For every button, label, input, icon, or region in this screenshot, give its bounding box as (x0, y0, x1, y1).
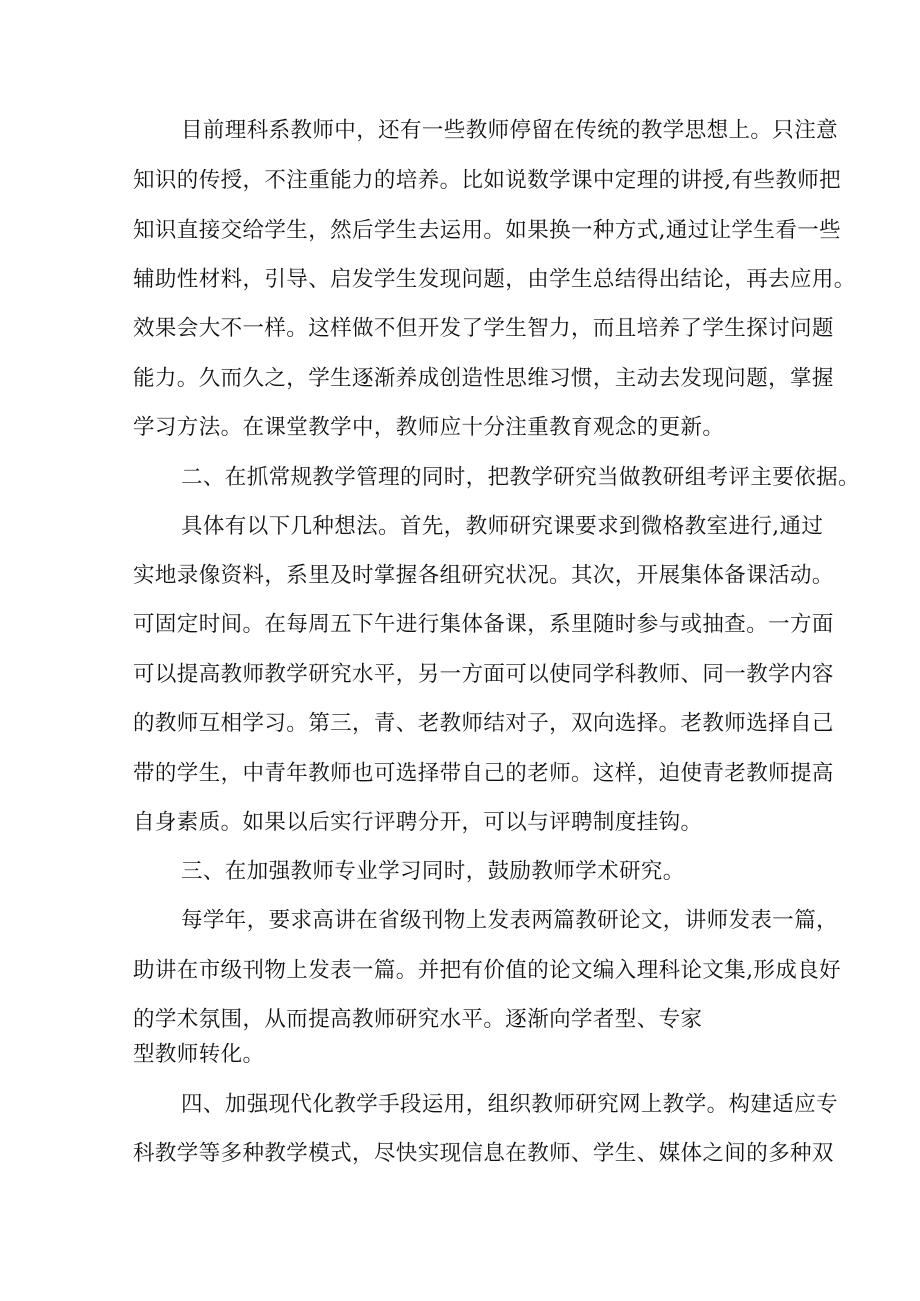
text-line: 能力。久而久之，学生逐渐养成创造性思维习惯，主动去发现问题，掌握 (133, 366, 834, 391)
text-line: 型教师转化。 (133, 1042, 265, 1067)
text-line: 实地录像资料，系里及时掌握各组研究状况。其次，开展集体备课活动。 (133, 563, 834, 588)
text-line: 可以提高教师教学研究水平，另一方面可以使同学科教师、同一教学内容 (133, 662, 834, 687)
text-line: 科教学等多种教学模式，尽快实现信息在教师、学生、媒体之间的多种双 (133, 1141, 834, 1166)
text-line: 的教师互相学习。第三，青、老教师结对子，双向选择。老教师选择自己 (133, 711, 834, 736)
text-line: 知识直接交给学生，然后学生去运用。如果换一种方式,通过让学生看一些 (133, 218, 842, 243)
text-line: 每学年，要求高讲在省级刊物上发表两篇教研论文，讲师发表一篇， (181, 908, 839, 933)
text-line: 助讲在市级刊物上发表一篇。并把有价值的论文编入理科论文集,形成良好 (133, 958, 842, 983)
text-line: 辅助性材料，引导、启发学生发现问题，由学生总结得出结论，再去应用。 (133, 267, 856, 292)
text-line: 知识的传授，不注重能力的培养。比如说数学课中定理的讲授,有些教师把 (133, 168, 842, 193)
section-heading: 三、在加强教师专业学习同时，鼓励教师学术研究。 (181, 859, 685, 884)
text-line: 带的学生，中青年教师也可选择带自己的老师。这样，迫使青老教师提高 (133, 761, 834, 786)
section-heading: 二、在抓常规教学管理的同时，把教学研究当做教研组考评主要依据。 (181, 465, 860, 490)
text-line: 效果会大不一样。这样做不但开发了学生智力，而且培养了学生探讨问题 (133, 316, 834, 341)
text-line: 学习方法。在课堂教学中，教师应十分注重教育观念的更新。 (133, 415, 725, 440)
text-line: 目前理科系教师中，还有一些教师停留在传统的教学思想上。只注意 (181, 118, 839, 143)
text-line: 可固定时间。在每周五下午进行集体备课，系里随时参与或抽查。一方面 (133, 612, 834, 637)
text-line: 的学术氛围，从而提高教师研究水平。逐渐向学者型、专家 (133, 1007, 703, 1032)
text-line: 自身素质。如果以后实行评聘分开，可以与评聘制度挂钩。 (133, 810, 703, 835)
section-heading: 四、加强现代化教学手段运用，组织教师研究网上教学。构建适应专 (181, 1092, 839, 1117)
text-line: 具体有以下几种想法。首先，教师研究课要求到微格教室进行,通过 (181, 514, 824, 539)
